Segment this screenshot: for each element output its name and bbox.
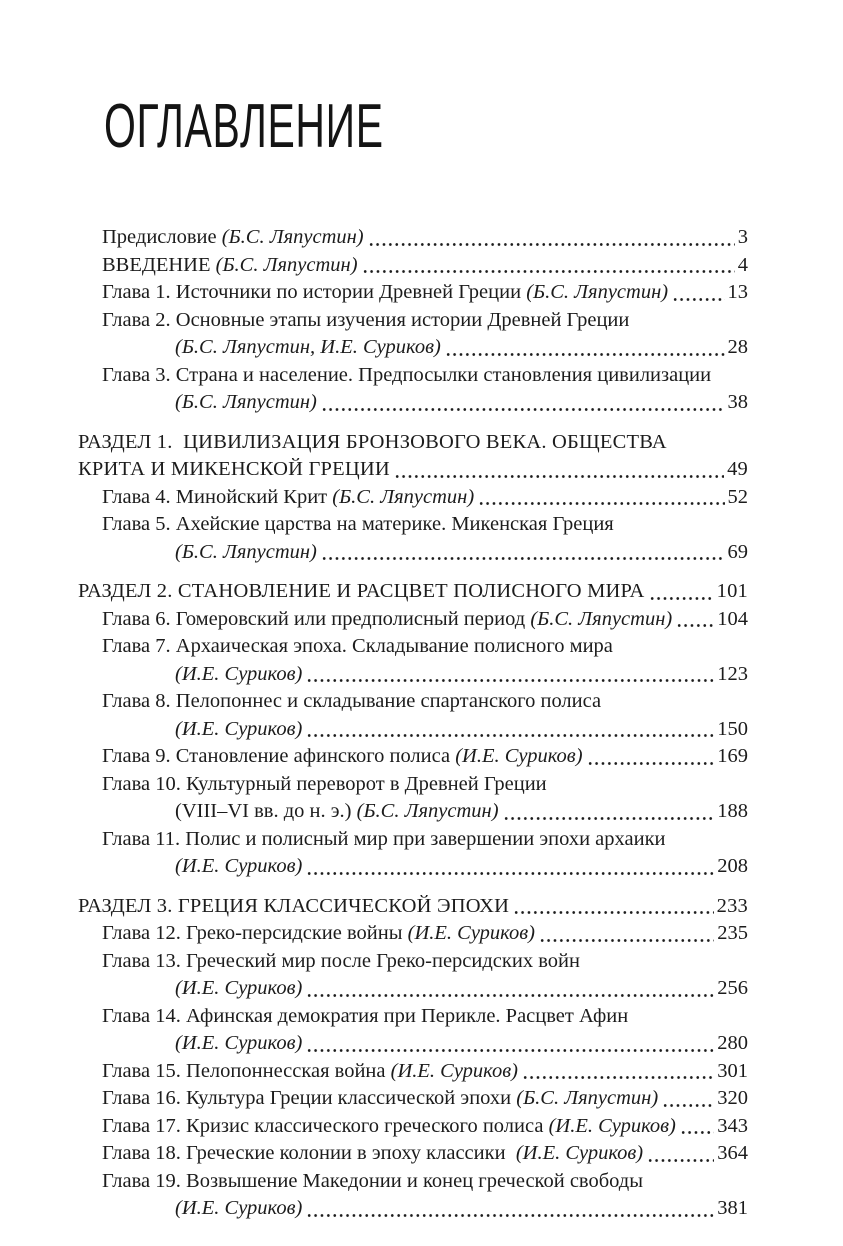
toc-author: (Б.С. Ляпустин) — [332, 485, 475, 508]
toc-author: (Б.С. Ляпустин) — [175, 540, 317, 563]
toc-author: (Б.С. Ляпустин) — [356, 800, 499, 822]
toc-entry-text — [175, 975, 302, 1003]
toc-entry-row — [78, 948, 748, 976]
toc-title-text: Глава 2. Основные этапы изучения истории Древней Греции — [102, 308, 630, 331]
toc-section-row — [78, 578, 748, 606]
toc-title-text: Глава 17. Кризис классического греческого полиса — [102, 1114, 549, 1137]
toc-author: (Б.С. Ляпустин, И.Е. Суриков) — [175, 336, 441, 358]
toc-entry-text — [78, 429, 667, 457]
toc-entry-row — [78, 771, 748, 799]
toc-title-text: Глава 12. Греко-персидские войны — [102, 922, 408, 944]
page-number: 69 — [727, 540, 748, 563]
toc-title-text: Глава 1. Источники по истории Древней Греции — [102, 281, 527, 303]
toc-section-row — [78, 429, 748, 457]
page-number: 343 — [717, 1114, 748, 1137]
toc-entry-text — [102, 920, 535, 948]
dot-leader — [649, 596, 714, 601]
toc-entry-row — [78, 484, 748, 512]
toc-entry-text — [175, 1030, 302, 1058]
toc-entry-row — [78, 389, 748, 417]
toc-author: (И.Е. Суриков) — [390, 1059, 518, 1082]
toc-section-row — [78, 456, 748, 484]
toc-entry-text — [102, 224, 364, 252]
dot-leader — [513, 910, 714, 915]
toc-author: (И.Е. Суриков) — [175, 855, 303, 877]
toc-title-text: Глава 15. Пелопоннесская война — [102, 1059, 391, 1082]
dot-leader — [306, 733, 714, 738]
toc-author: (И.Е. Суриков) — [455, 745, 583, 767]
toc-title-text: Глава 13. Греческий мир после Греко-персидских войн — [102, 949, 580, 972]
toc-entry-row — [78, 1113, 748, 1141]
toc-entry-row — [78, 539, 748, 567]
toc-entry-row — [78, 688, 748, 716]
toc-entry-row — [78, 1195, 748, 1223]
toc-entry-row — [78, 1003, 748, 1031]
toc-entry-text — [102, 484, 474, 512]
toc-entry-row — [78, 511, 748, 539]
toc-entry-row — [78, 279, 748, 307]
toc-entry-text — [78, 578, 645, 606]
toc-entry-row — [78, 920, 748, 948]
toc-entry-text — [102, 1058, 518, 1086]
toc-title-text: ВВЕДЕНИЕ — [102, 253, 216, 276]
toc-title-text: Глава 18. Греческие колонии в эпоху классики — [102, 1142, 516, 1164]
toc-entry-text — [102, 252, 358, 280]
toc-title-text: Глава 8. Пелопоннес и складывание спартанского полиса — [102, 690, 602, 712]
page-number: 169 — [717, 745, 748, 767]
toc-entry-text — [102, 1140, 643, 1168]
toc-entry-text — [175, 1195, 302, 1223]
page-title: ОГЛАВЛЕНИЕ — [104, 92, 384, 161]
toc-entry-row — [78, 1140, 748, 1168]
toc-author: (Б.С. Ляпустин) — [221, 226, 364, 248]
toc-block-2 — [78, 429, 748, 567]
dot-leader — [662, 1103, 714, 1108]
toc-entry-text — [102, 1113, 676, 1141]
page-number: 188 — [717, 800, 748, 822]
page-number: 364 — [717, 1142, 748, 1164]
page-number: 4 — [737, 253, 748, 276]
dot-leader — [368, 242, 735, 247]
toc-entry-text — [102, 688, 601, 716]
toc-title-text: Глава 4. Минойский Крит — [102, 485, 333, 508]
page-number: 38 — [727, 391, 748, 413]
toc-block-3 — [78, 578, 748, 881]
toc-entry-row — [78, 252, 748, 280]
toc-entry-text — [102, 633, 613, 661]
dot-leader — [306, 678, 714, 683]
dot-leader — [306, 1048, 714, 1053]
toc-entry-text — [175, 661, 302, 689]
toc-entry-text — [78, 456, 390, 484]
toc-title-text: Предисловие — [102, 226, 222, 248]
toc-entry-text — [175, 853, 302, 881]
toc-entry-text — [175, 539, 317, 567]
page-number: 123 — [717, 662, 748, 685]
toc-title-text: Глава 5. Ахейские царства на материке. Микенская Греция — [102, 513, 614, 535]
toc-author: (И.Е. Суриков) — [407, 922, 535, 944]
toc-entry-row — [78, 334, 748, 362]
toc-entry-text — [102, 1003, 628, 1031]
toc-title-text: Глава 19. Возвышение Македонии и конец греческой свободы — [102, 1169, 644, 1192]
toc-entry-text — [175, 716, 302, 744]
toc-section-row — [78, 893, 748, 921]
toc-entry-row — [78, 307, 748, 335]
page-number: 150 — [717, 717, 748, 740]
toc-entry-row — [78, 362, 748, 390]
toc-entry-text — [102, 771, 547, 799]
toc-title-text: КРИТА И МИКЕНСКОЙ ГРЕЦИИ — [78, 458, 390, 480]
dot-leader — [306, 871, 714, 876]
toc-title-text: Глава 14. Афинская демократия при Перикле. Расцвет Афин — [102, 1004, 629, 1027]
toc-author: (И.Е. Суриков) — [515, 1142, 644, 1164]
toc-author: (Б.С. Ляпустин) — [526, 281, 669, 303]
toc-entry-row — [78, 633, 748, 661]
toc-author: (И.Е. Суриков) — [175, 1197, 303, 1219]
page-number: 13 — [727, 281, 748, 303]
toc-entry-text — [102, 606, 672, 634]
page-number: 320 — [717, 1087, 748, 1109]
dot-leader — [306, 1213, 714, 1218]
toc-entry-row — [78, 661, 748, 689]
dot-leader — [478, 501, 724, 506]
page-number: 280 — [717, 1032, 748, 1054]
toc-entry-text — [175, 798, 499, 826]
toc-author: (И.Е. Суриков) — [175, 977, 303, 999]
toc-entry-text — [102, 743, 583, 771]
page-number: 28 — [727, 336, 748, 358]
page-number: 3 — [737, 226, 748, 248]
toc-entry-row — [78, 224, 748, 252]
toc-entry-row — [78, 606, 748, 634]
dot-leader — [362, 269, 735, 274]
dot-leader — [503, 816, 715, 821]
page-number: 104 — [717, 607, 748, 630]
toc-author: (Б.С. Ляпустин) — [530, 607, 673, 630]
toc-title-text: Глава 10. Культурный переворот в Древней Греции — [102, 772, 547, 795]
toc-author: (И.Е. Суриков) — [175, 1032, 303, 1054]
toc-entry-text — [175, 389, 317, 417]
toc-author: (И.Е. Суриков) — [548, 1114, 676, 1137]
toc-entry-text — [102, 279, 668, 307]
toc-entry-row — [78, 1030, 748, 1058]
toc-title-text: Глава 11. Полис и полисный мир при завершении эпохи архаики — [102, 827, 666, 850]
page-number: 101 — [716, 580, 748, 602]
toc-block-4 — [78, 893, 748, 1223]
toc-entry-row — [78, 1085, 748, 1113]
toc-block-1 — [78, 224, 748, 417]
dot-leader — [647, 1158, 714, 1163]
toc-title-text: Глава 16. Культура Греции классической эпохи — [102, 1087, 517, 1109]
toc-author: (Б.С. Ляпустин) — [516, 1087, 659, 1109]
toc-entry-row — [78, 1058, 748, 1086]
toc-list — [78, 224, 748, 1223]
toc-title-text: РАЗДЕЛ 2. СТАНОВЛЕНИЕ И РАСЦВЕТ ПОЛИСНОГО МИРА — [78, 580, 645, 602]
dot-leader — [587, 761, 715, 766]
dot-leader — [445, 352, 725, 357]
page-number: 256 — [717, 977, 748, 999]
toc-entry-text — [102, 826, 666, 854]
toc-entry-row — [78, 798, 748, 826]
page-number: 208 — [717, 855, 748, 877]
dot-leader — [672, 297, 724, 302]
toc-title-text: Глава 6. Гомеровский или предполисный период — [102, 607, 531, 630]
toc-title-text: Глава 7. Архаическая эпоха. Складывание полисного мира — [102, 635, 613, 657]
dot-leader — [306, 993, 714, 998]
page-number: 235 — [717, 922, 748, 944]
dot-leader — [321, 407, 725, 412]
toc-title-text: (VIII–VI вв. до н. э.) — [175, 800, 357, 822]
toc-entry-text — [102, 511, 614, 539]
toc-entry-row — [78, 826, 748, 854]
dot-leader — [680, 1130, 714, 1135]
toc-entry-text — [78, 893, 509, 921]
toc-entry-row — [78, 975, 748, 1003]
dot-leader — [321, 556, 725, 561]
toc-entry-text — [102, 948, 580, 976]
toc-entry-text — [102, 1168, 643, 1196]
toc-entry-row — [78, 1168, 748, 1196]
toc-author: (Б.С. Ляпустин) — [215, 253, 358, 276]
page-number: 233 — [716, 894, 748, 917]
toc-entry-text — [175, 334, 441, 362]
toc-entry-text — [102, 362, 711, 390]
toc-title-text: РАЗДЕЛ 1. ЦИВИЛИЗАЦИЯ БРОНЗОВОГО ВЕКА. ОБЩЕСТВА — [78, 430, 667, 453]
toc-author: (И.Е. Суриков) — [175, 662, 303, 685]
toc-entry-row — [78, 743, 748, 771]
dot-leader — [394, 474, 724, 479]
dot-leader — [522, 1075, 714, 1080]
toc-entry-row — [78, 853, 748, 881]
page-number: 52 — [727, 485, 748, 508]
dot-leader — [676, 623, 714, 628]
page-number: 49 — [727, 458, 748, 480]
dot-leader — [539, 938, 714, 943]
page-number: 381 — [717, 1197, 748, 1219]
toc-author: (И.Е. Суриков) — [175, 717, 303, 740]
toc-title-text: РАЗДЕЛ 3. ГРЕЦИЯ КЛАССИЧЕСКОЙ ЭПОХИ — [78, 894, 510, 917]
toc-entry-row — [78, 716, 748, 744]
toc-author: (Б.С. Ляпустин) — [175, 391, 317, 413]
toc-entry-text — [102, 307, 629, 335]
page-number: 301 — [717, 1059, 748, 1082]
toc-title-text: Глава 9. Становление афинского полиса — [102, 745, 456, 767]
toc-entry-text — [102, 1085, 658, 1113]
toc-title-text: Глава 3. Страна и население. Предпосылки становления цивилизации — [102, 363, 712, 386]
